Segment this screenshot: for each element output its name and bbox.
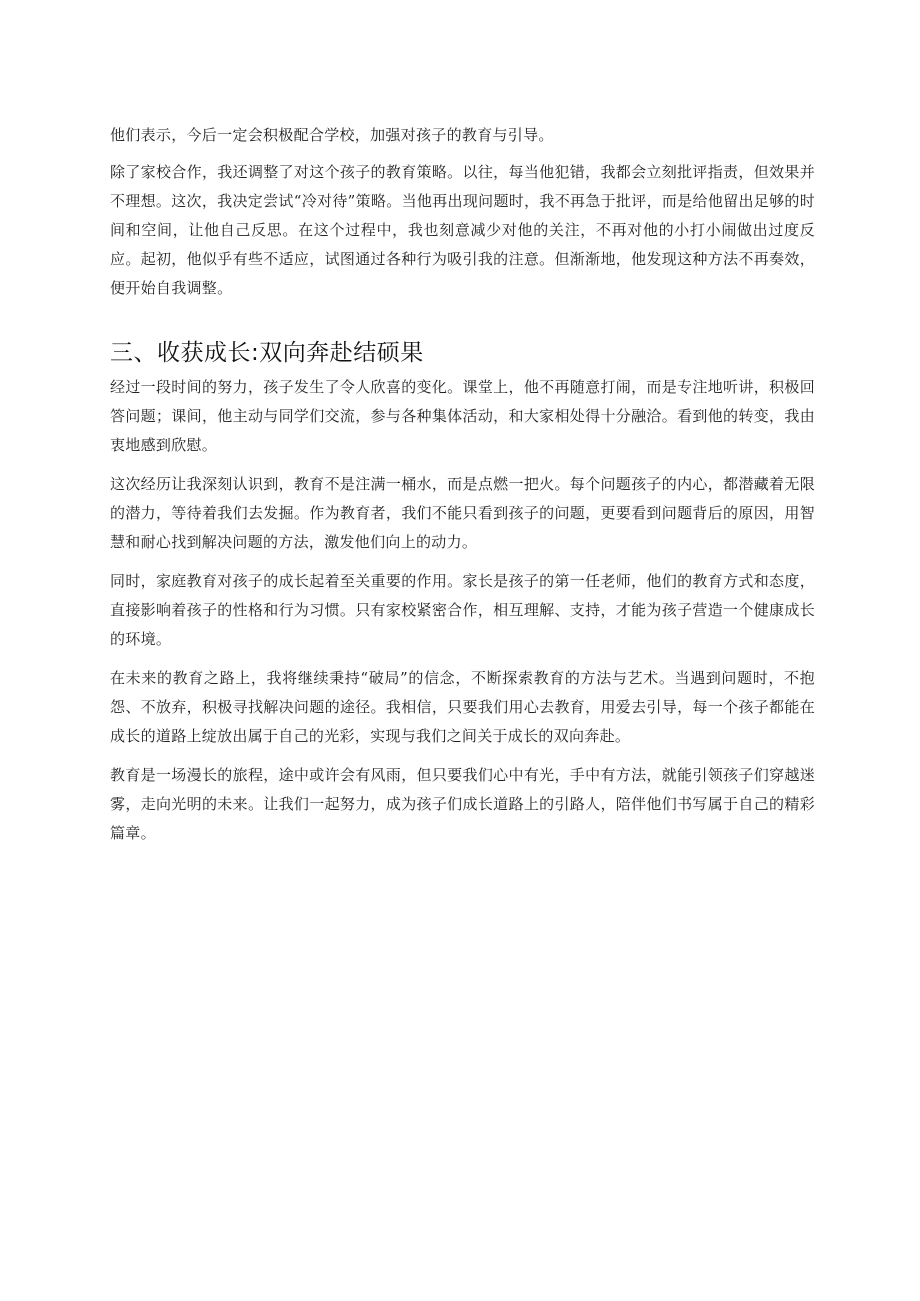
document-page xyxy=(110,121,815,858)
paragraph: 这次经历让我深刻认识到，教育不是注满一桶水，而是点燃一把火。每个问题孩子的内心，都潜藏着无限的潜力，等待着我们去发掘。作为教育者，我们不能只看到孩子的问题，更要看到问题背后的原因，用智慧和耐心找到解决问题的方法，激发他们向上的动力。 xyxy=(110,475,815,551)
paragraph: 在未来的教育之路上，我将继续秉持“破局”的信念，不断探索教育的方法与艺术。当遇到问题时，不抱怨、不放弃，积极寻找解决问题的途径。我相信，只要我们用心去教育，用爱去引导，每一个孩子都能在成长的道路上绽放出属于自己的光彩，实现与我们之间关于成长的双向奔赴。 xyxy=(110,669,815,745)
paragraph: 除了家校合作，我还调整了对这个孩子的教育策略。以往，每当他犯错，我都会立刻批评指责，但效果并不理想。这次，我决定尝试“冷对待”策略。当他再出现问题时，我不再急于批评，而是给他留出足够的时间和空间，让他自己反思。在这个过程中，我也刻意减少对他的关注，不再对他的小打小闹做出过度反应。起初，他似乎有些不适应，试图通过各种行为吸引我的注意。但渐渐地，他发现这种方法不再奏效，便开始自我调整。 xyxy=(110,163,815,297)
paragraph: 他们表示，今后一定会积极配合学校，加强对孩子的教育与引导。 xyxy=(110,126,554,144)
paragraph: 教育是一场漫长的旅程，途中或许会有风雨，但只要我们心中有光，手中有方法，就能引领孩子们穿越迷雾，走向光明的未来。让我们一起努力，成为孩子们成长道路上的引路人，陪伴他们书写属于自己的精彩篇章。 xyxy=(110,766,815,842)
paragraph: 同时，家庭教育对孩子的成长起着至关重要的作用。家长是孩子的第一任老师，他们的教育方式和态度，直接影响着孩子的性格和行为习惯。只有家校紧密合作，相互理解、支持，才能为孩子营造一个健康成长的环境。 xyxy=(110,572,815,648)
section-heading: 三、收获成长:双向奔赴结硕果 xyxy=(110,340,424,366)
paragraph: 经过一段时间的努力，孩子发生了令人欣喜的变化。课堂上，他不再随意打闹，而是专注地听讲，积极回答问题；课间，他主动与同学们交流，参与各种集体活动，和大家相处得十分融洽。看到他的转变，我由衷地感到欣慰。 xyxy=(110,378,815,454)
